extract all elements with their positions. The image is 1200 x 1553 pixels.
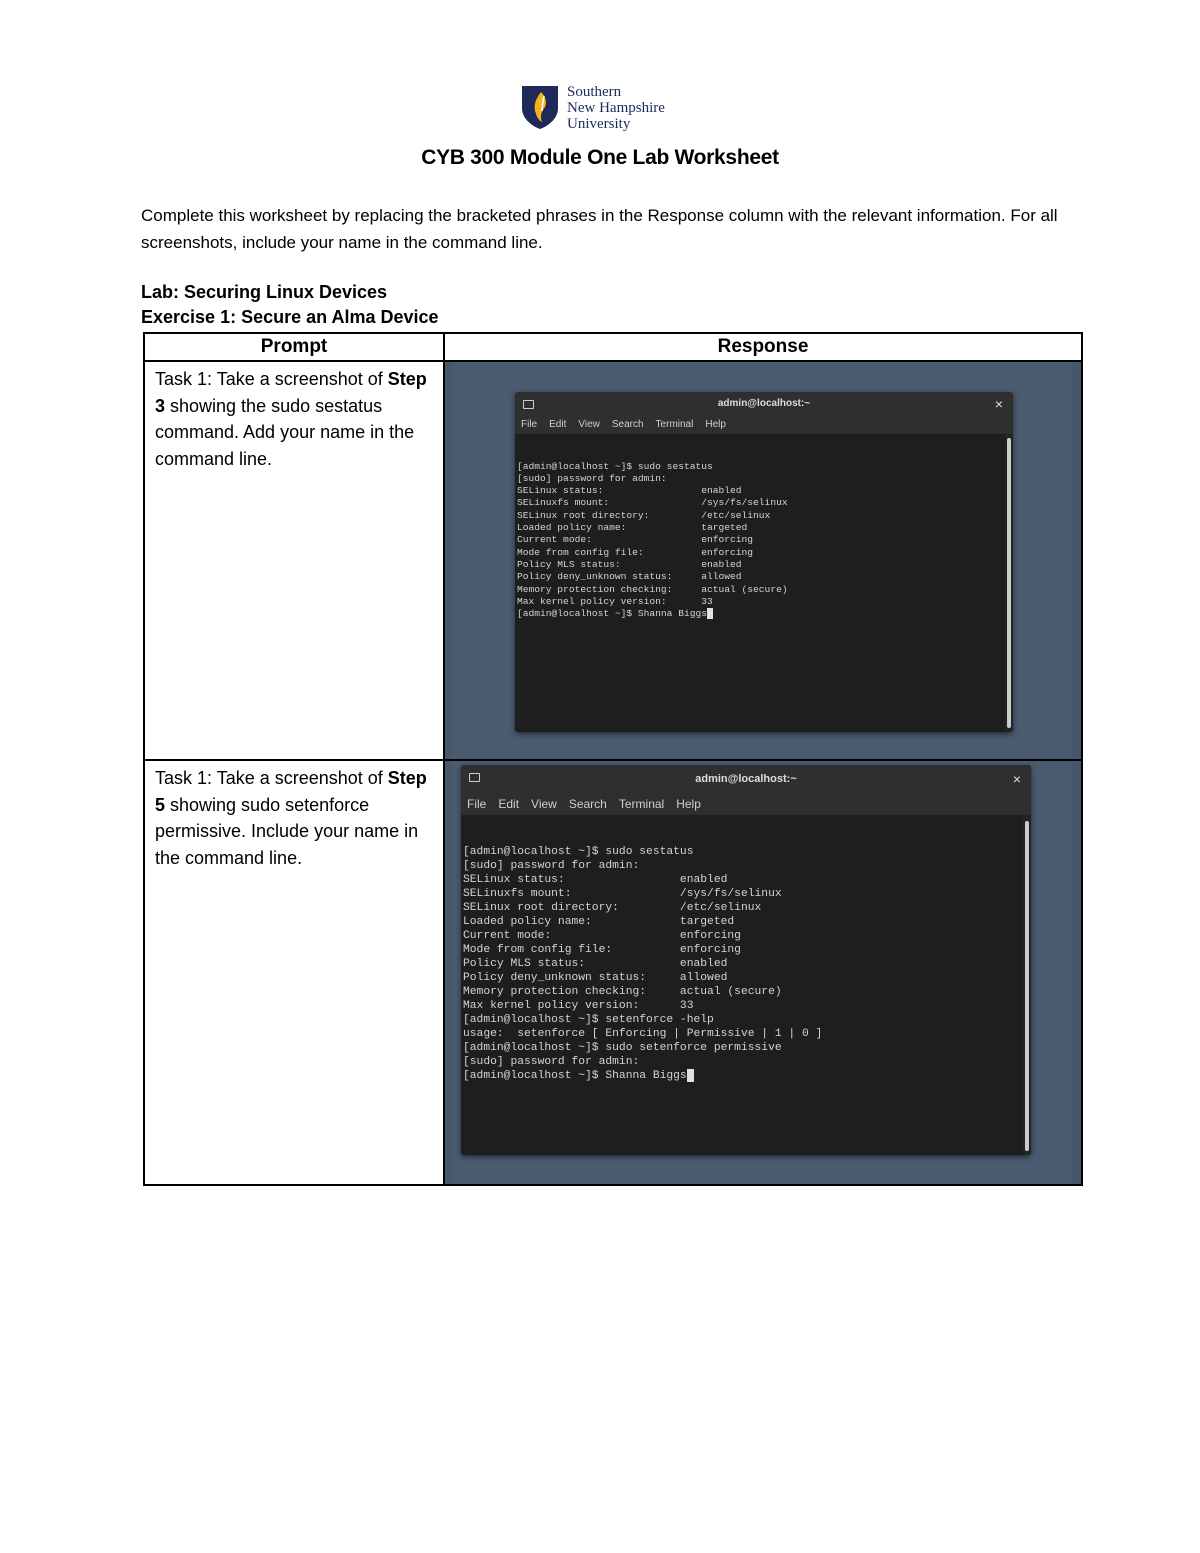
response-cell [444,760,1082,1185]
prompt-text: Task 1: Take a screenshot of [155,369,388,389]
lab-heading: Lab: Securing Linux Devices [141,282,388,302]
terminal-output[interactable] [515,434,1005,732]
terminal-line: SELinux root directory: /etc/selinux [517,509,771,521]
desktop-background [453,362,1071,759]
terminal-window [461,765,1031,1155]
menu-search[interactable]: Search [611,419,644,430]
menu-file[interactable]: File [521,419,538,430]
logo-line-1: Southern [567,84,622,100]
terminal-line: Loaded policy name: targeted [517,522,748,534]
menu-help[interactable]: Help [676,797,701,811]
intro-paragraph: Complete this worksheet by replacing the bracketed phrases in the Response column with the relevant information. For all screenshots, include your name in the command line. [141,206,1058,252]
response-cell [444,361,1082,760]
logo-line-3: University [567,116,631,132]
terminal-line: usage: setenforce [ Enforcing | Permissive | 1 | 0 ] [463,1028,823,1040]
terminal-line: [admin@localhost ~]$ sudo sestatus [517,460,713,472]
exercise-heading: Exercise 1: Secure an Alma Device [141,307,439,327]
terminal-prompt-line [517,608,1005,620]
terminal-line: Policy MLS status: enabled [517,558,742,570]
logo-wordmark [567,84,665,132]
table-header-row [144,333,1082,361]
terminal-title: admin@localhost:~ [695,773,797,785]
desktop-background [453,761,1071,1184]
terminal-line: Current mode: enforcing [517,534,754,546]
menu-search[interactable]: Search [568,797,607,811]
terminal-cursor [707,608,713,619]
close-icon[interactable]: × [1012,771,1021,787]
terminal-line: [admin@localhost ~]$ setenforce -help [463,1014,714,1026]
menu-view[interactable]: View [578,419,600,430]
prompt-step: Step 5 [155,768,427,815]
terminal-line: Current mode: enforcing [463,930,741,942]
terminal-line: Loaded policy name: targeted [463,916,735,928]
table-row [144,760,1082,1185]
terminal-menubar [461,793,1031,815]
terminal-line: [sudo] password for admin: [463,1056,640,1068]
terminal-line: [sudo] password for admin: [517,472,667,484]
prompt-text-rest: showing the sudo sestatus command. Add your name in the command line. [155,395,415,469]
terminal-line: [admin@localhost ~]$ Shanna Biggs [463,1070,687,1082]
logo-line-2: New Hampshire [567,100,665,116]
menu-terminal[interactable]: Terminal [618,797,665,811]
terminal-icon [523,400,534,409]
terminal-prompt-line [463,1069,1023,1083]
terminal-line: Mode from config file: enforcing [517,546,754,558]
terminal-menubar [515,416,1013,434]
menu-edit[interactable]: Edit [498,797,520,811]
terminal-line: SELinux status: enabled [517,485,742,497]
prompt-step: Step 3 [155,369,427,416]
terminal-window [515,392,1013,732]
terminal-line: Mode from config file: enforcing [463,944,741,956]
terminal-line: Policy MLS status: enabled [463,958,728,970]
menu-help[interactable]: Help [705,419,726,430]
terminal-line: Memory protection checking: actual (secure) [517,583,788,595]
terminal-line: SELinux root directory: /etc/selinux [463,902,762,914]
terminal-line: Policy deny_unknown status: allowed [517,571,742,583]
page-title: CYB 300 Module One Lab Worksheet [421,146,779,169]
terminal-line: Policy deny_unknown status: allowed [463,972,728,984]
terminal-scrollbar[interactable] [1007,438,1011,728]
terminal-line: SELinux status: enabled [463,874,728,886]
shield-flame-icon [520,84,560,130]
menu-file[interactable]: File [467,797,487,811]
close-icon[interactable]: × [994,396,1003,412]
menu-terminal[interactable]: Terminal [655,419,694,430]
terminal-cursor [687,1069,694,1082]
terminal-line: SELinuxfs mount: /sys/fs/selinux [463,888,782,900]
terminal-line: [admin@localhost ~]$ Shanna Biggs [517,608,707,620]
terminal-line: SELinuxfs mount: /sys/fs/selinux [517,497,788,509]
header-prompt: Prompt [144,333,444,361]
terminal-line: [admin@localhost ~]$ sudo setenforce permissive [463,1042,782,1054]
terminal-output[interactable] [461,815,1023,1155]
terminal-scrollbar[interactable] [1025,821,1029,1151]
menu-view[interactable]: View [531,797,557,811]
terminal-line: Max kernel policy version: 33 [463,1000,694,1012]
terminal-line: Memory protection checking: actual (secure) [463,986,782,998]
terminal-line: [admin@localhost ~]$ sudo sestatus [463,846,694,858]
university-logo [520,84,690,134]
table-row [144,361,1082,760]
menu-edit[interactable]: Edit [549,419,567,430]
prompt-cell [144,361,444,760]
terminal-icon [469,773,480,782]
terminal-title: admin@localhost:~ [717,398,811,409]
terminal-line: [sudo] password for admin: [463,860,640,872]
header-response: Response [444,333,1082,361]
terminal-line: Max kernel policy version: 33 [517,595,713,607]
worksheet-table [143,332,1083,1186]
terminal-titlebar [515,392,1013,416]
prompt-text-rest: showing sudo setenforce permissive. Include your name in the command line. [155,794,419,868]
prompt-text: Task 1: Take a screenshot of [155,768,388,788]
prompt-cell [144,760,444,1185]
terminal-titlebar [461,765,1031,793]
